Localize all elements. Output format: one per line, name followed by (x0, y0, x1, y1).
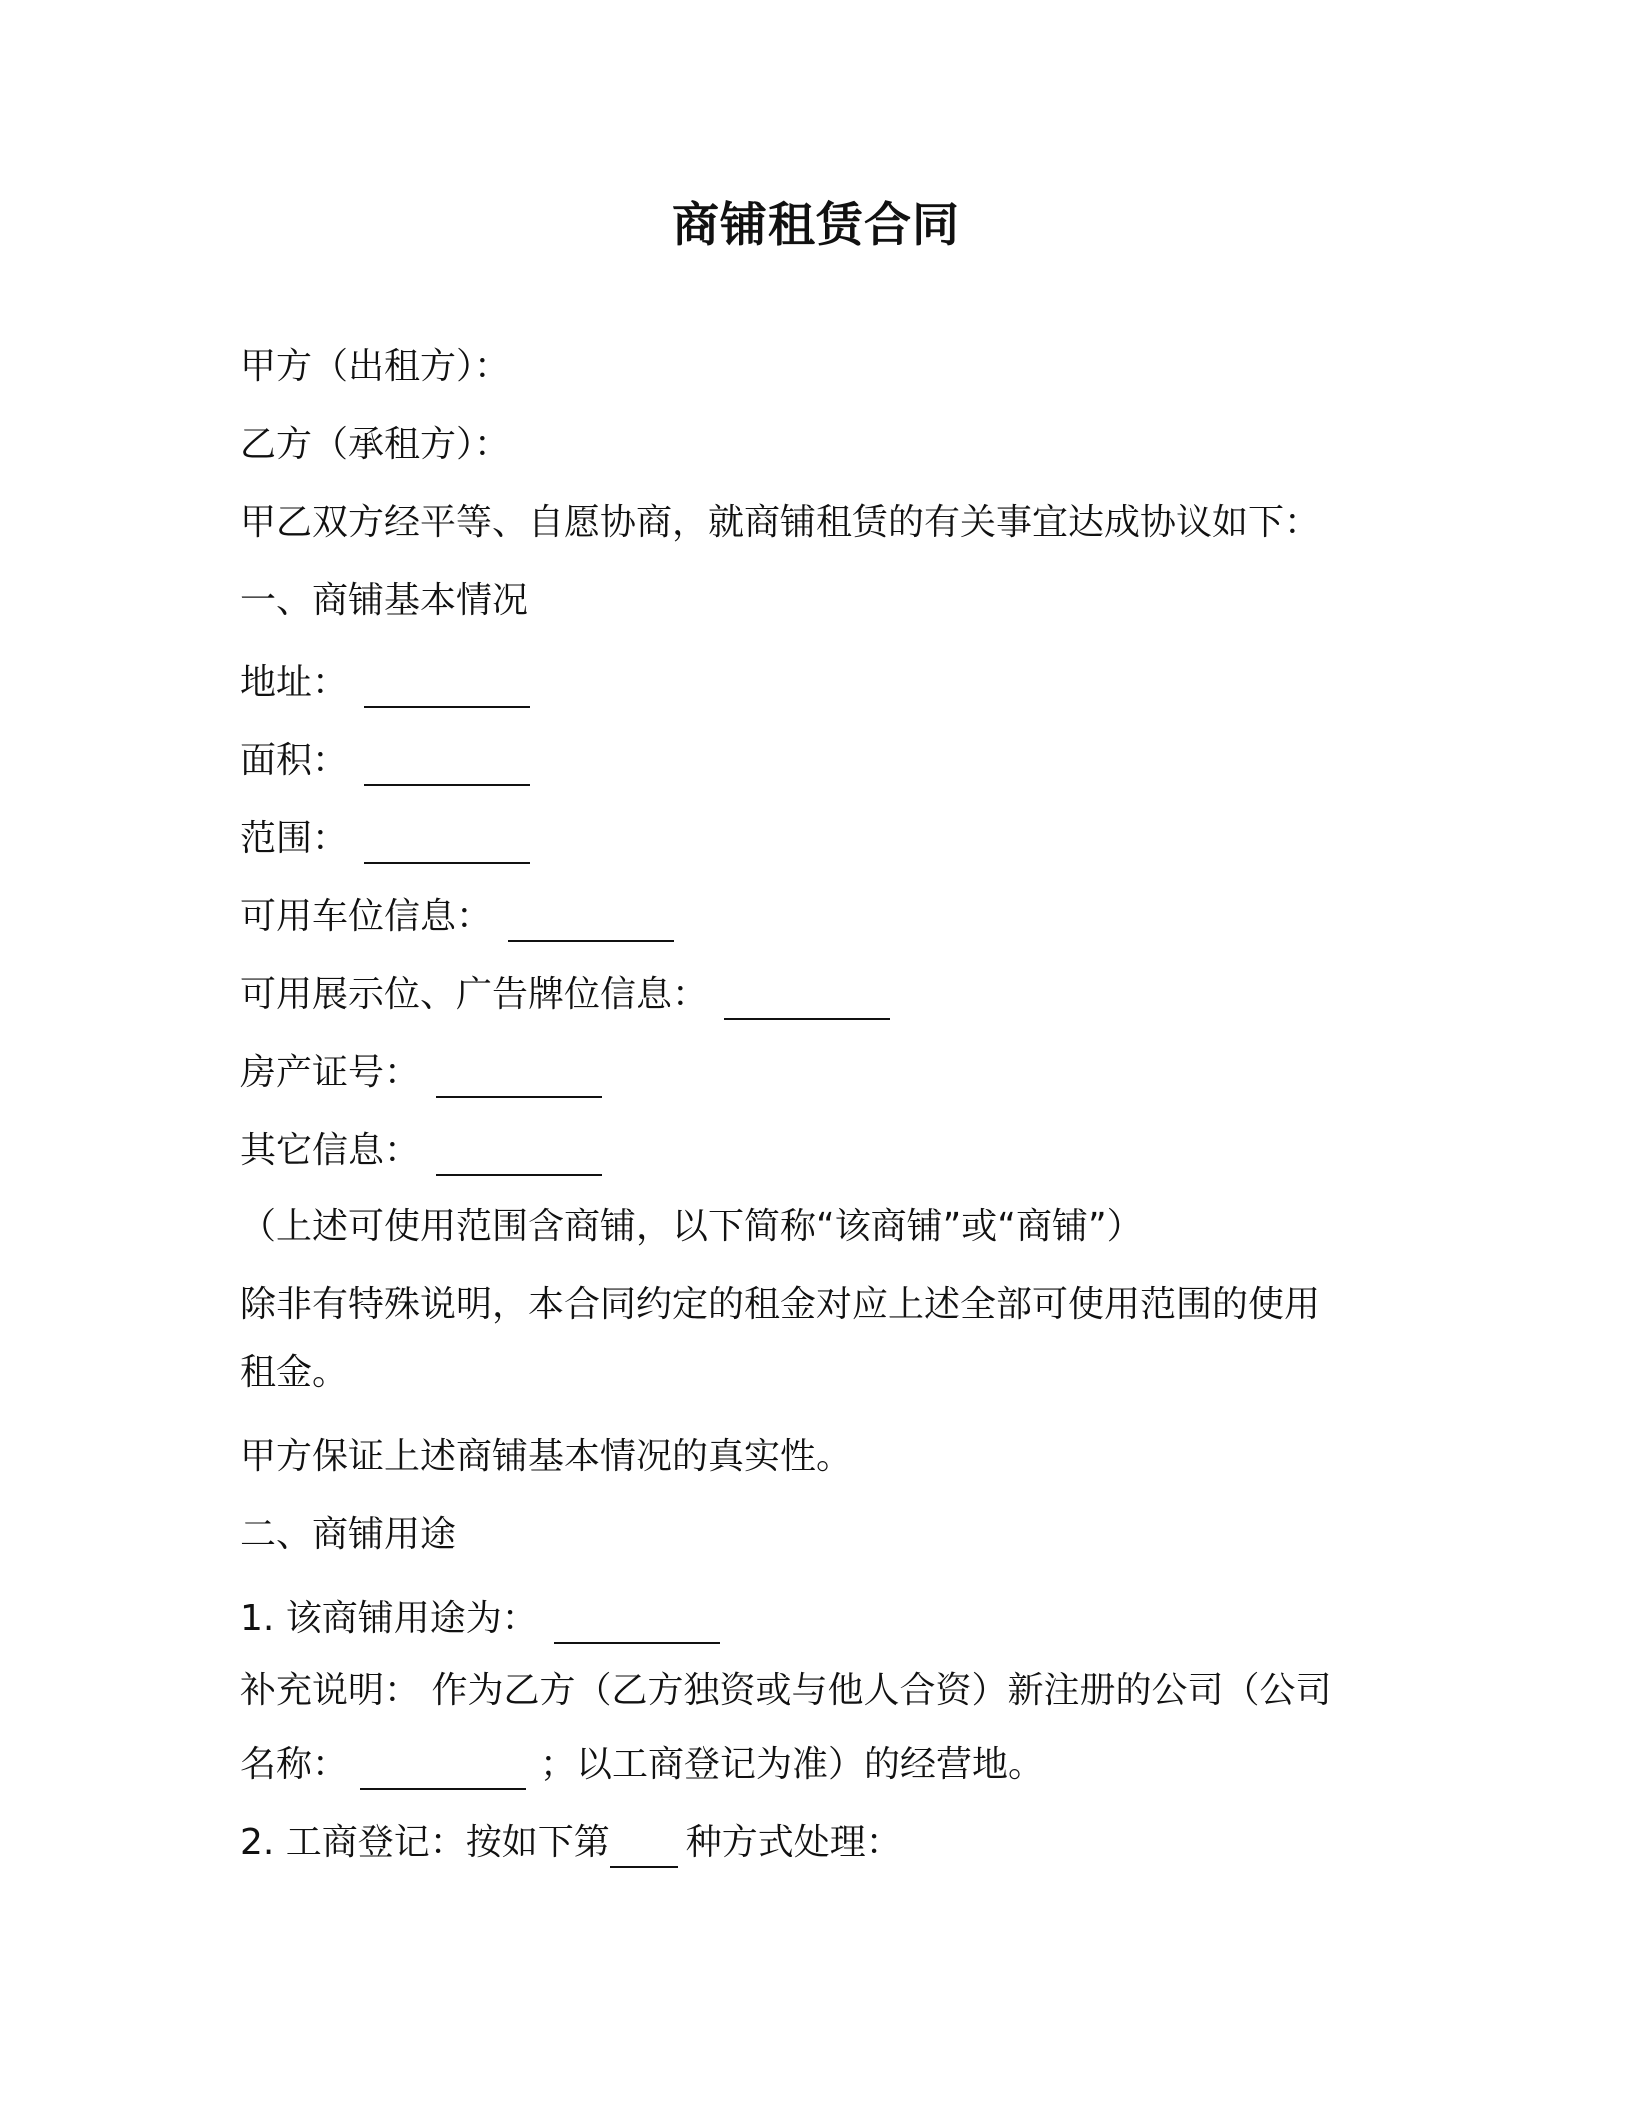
parking-field (240, 892, 674, 942)
address-field (240, 658, 530, 708)
deed-label: 房产证号： (240, 1052, 421, 1093)
parking-label: 可用车位信息： (240, 896, 493, 937)
usage-blank[interactable] (554, 1600, 720, 1644)
guarantee-paragraph: 甲方保证上述商铺基本情况的真实性。 (240, 1436, 853, 1477)
display-label: 可用展示位、广告牌位信息： (240, 974, 709, 1015)
area-blank[interactable] (364, 742, 530, 786)
method-number-blank[interactable] (610, 1824, 678, 1868)
section1-heading: 一、商铺基本情况 (240, 580, 529, 621)
area-field (240, 736, 530, 786)
item2-tail: 种方式处理： (685, 1822, 902, 1863)
supplement-line1: 补充说明： 作为乙方（乙方独资或与他人合资）新注册的公司（公司 (240, 1670, 1332, 1711)
other-label: 其它信息： (240, 1130, 421, 1171)
other-blank[interactable] (436, 1132, 602, 1176)
party-b-label: 乙方（承租方）： (240, 424, 511, 465)
scope-blank[interactable] (364, 820, 530, 864)
section2-heading: 二、商铺用途 (240, 1514, 457, 1555)
company-name-blank[interactable] (360, 1746, 526, 1790)
display-blank[interactable] (724, 976, 890, 1020)
address-blank[interactable] (364, 664, 530, 708)
company-name-label: 名称： (240, 1744, 349, 1785)
scope-label: 范围： (240, 818, 349, 859)
item2-field (240, 1818, 902, 1868)
intro-paragraph: 甲乙双方经平等、自愿协商，就商铺租赁的有关事宜达成协议如下： (240, 502, 1321, 543)
parking-blank[interactable] (508, 898, 674, 942)
area-label: 面积： (240, 740, 349, 781)
deed-field (240, 1048, 602, 1098)
display-field (240, 970, 890, 1020)
document-title: 商铺租赁合同 (672, 198, 960, 253)
address-label: 地址： (240, 662, 349, 703)
scope-note: （上述可使用范围含商铺，以下简称“该商铺”或“商铺”） (240, 1206, 1143, 1247)
other-field (240, 1126, 602, 1176)
deed-blank[interactable] (436, 1054, 602, 1098)
scope-field (240, 814, 530, 864)
item2-label: 2. 工商登记：按如下第 (240, 1822, 610, 1863)
item1-label: 1. 该商铺用途为： (240, 1598, 538, 1639)
item1-field (240, 1594, 720, 1644)
rent-note-line2: 租金。 (240, 1352, 349, 1393)
party-a-label: 甲方（出租方）： (240, 346, 511, 387)
supplement-line2 (240, 1740, 1044, 1790)
supplement-line2-tail: ；以工商登记为准）的经营地。 (540, 1744, 1045, 1785)
rent-note-line1: 除非有特殊说明，本合同约定的租金对应上述全部可使用范围的使用 (240, 1284, 1321, 1325)
